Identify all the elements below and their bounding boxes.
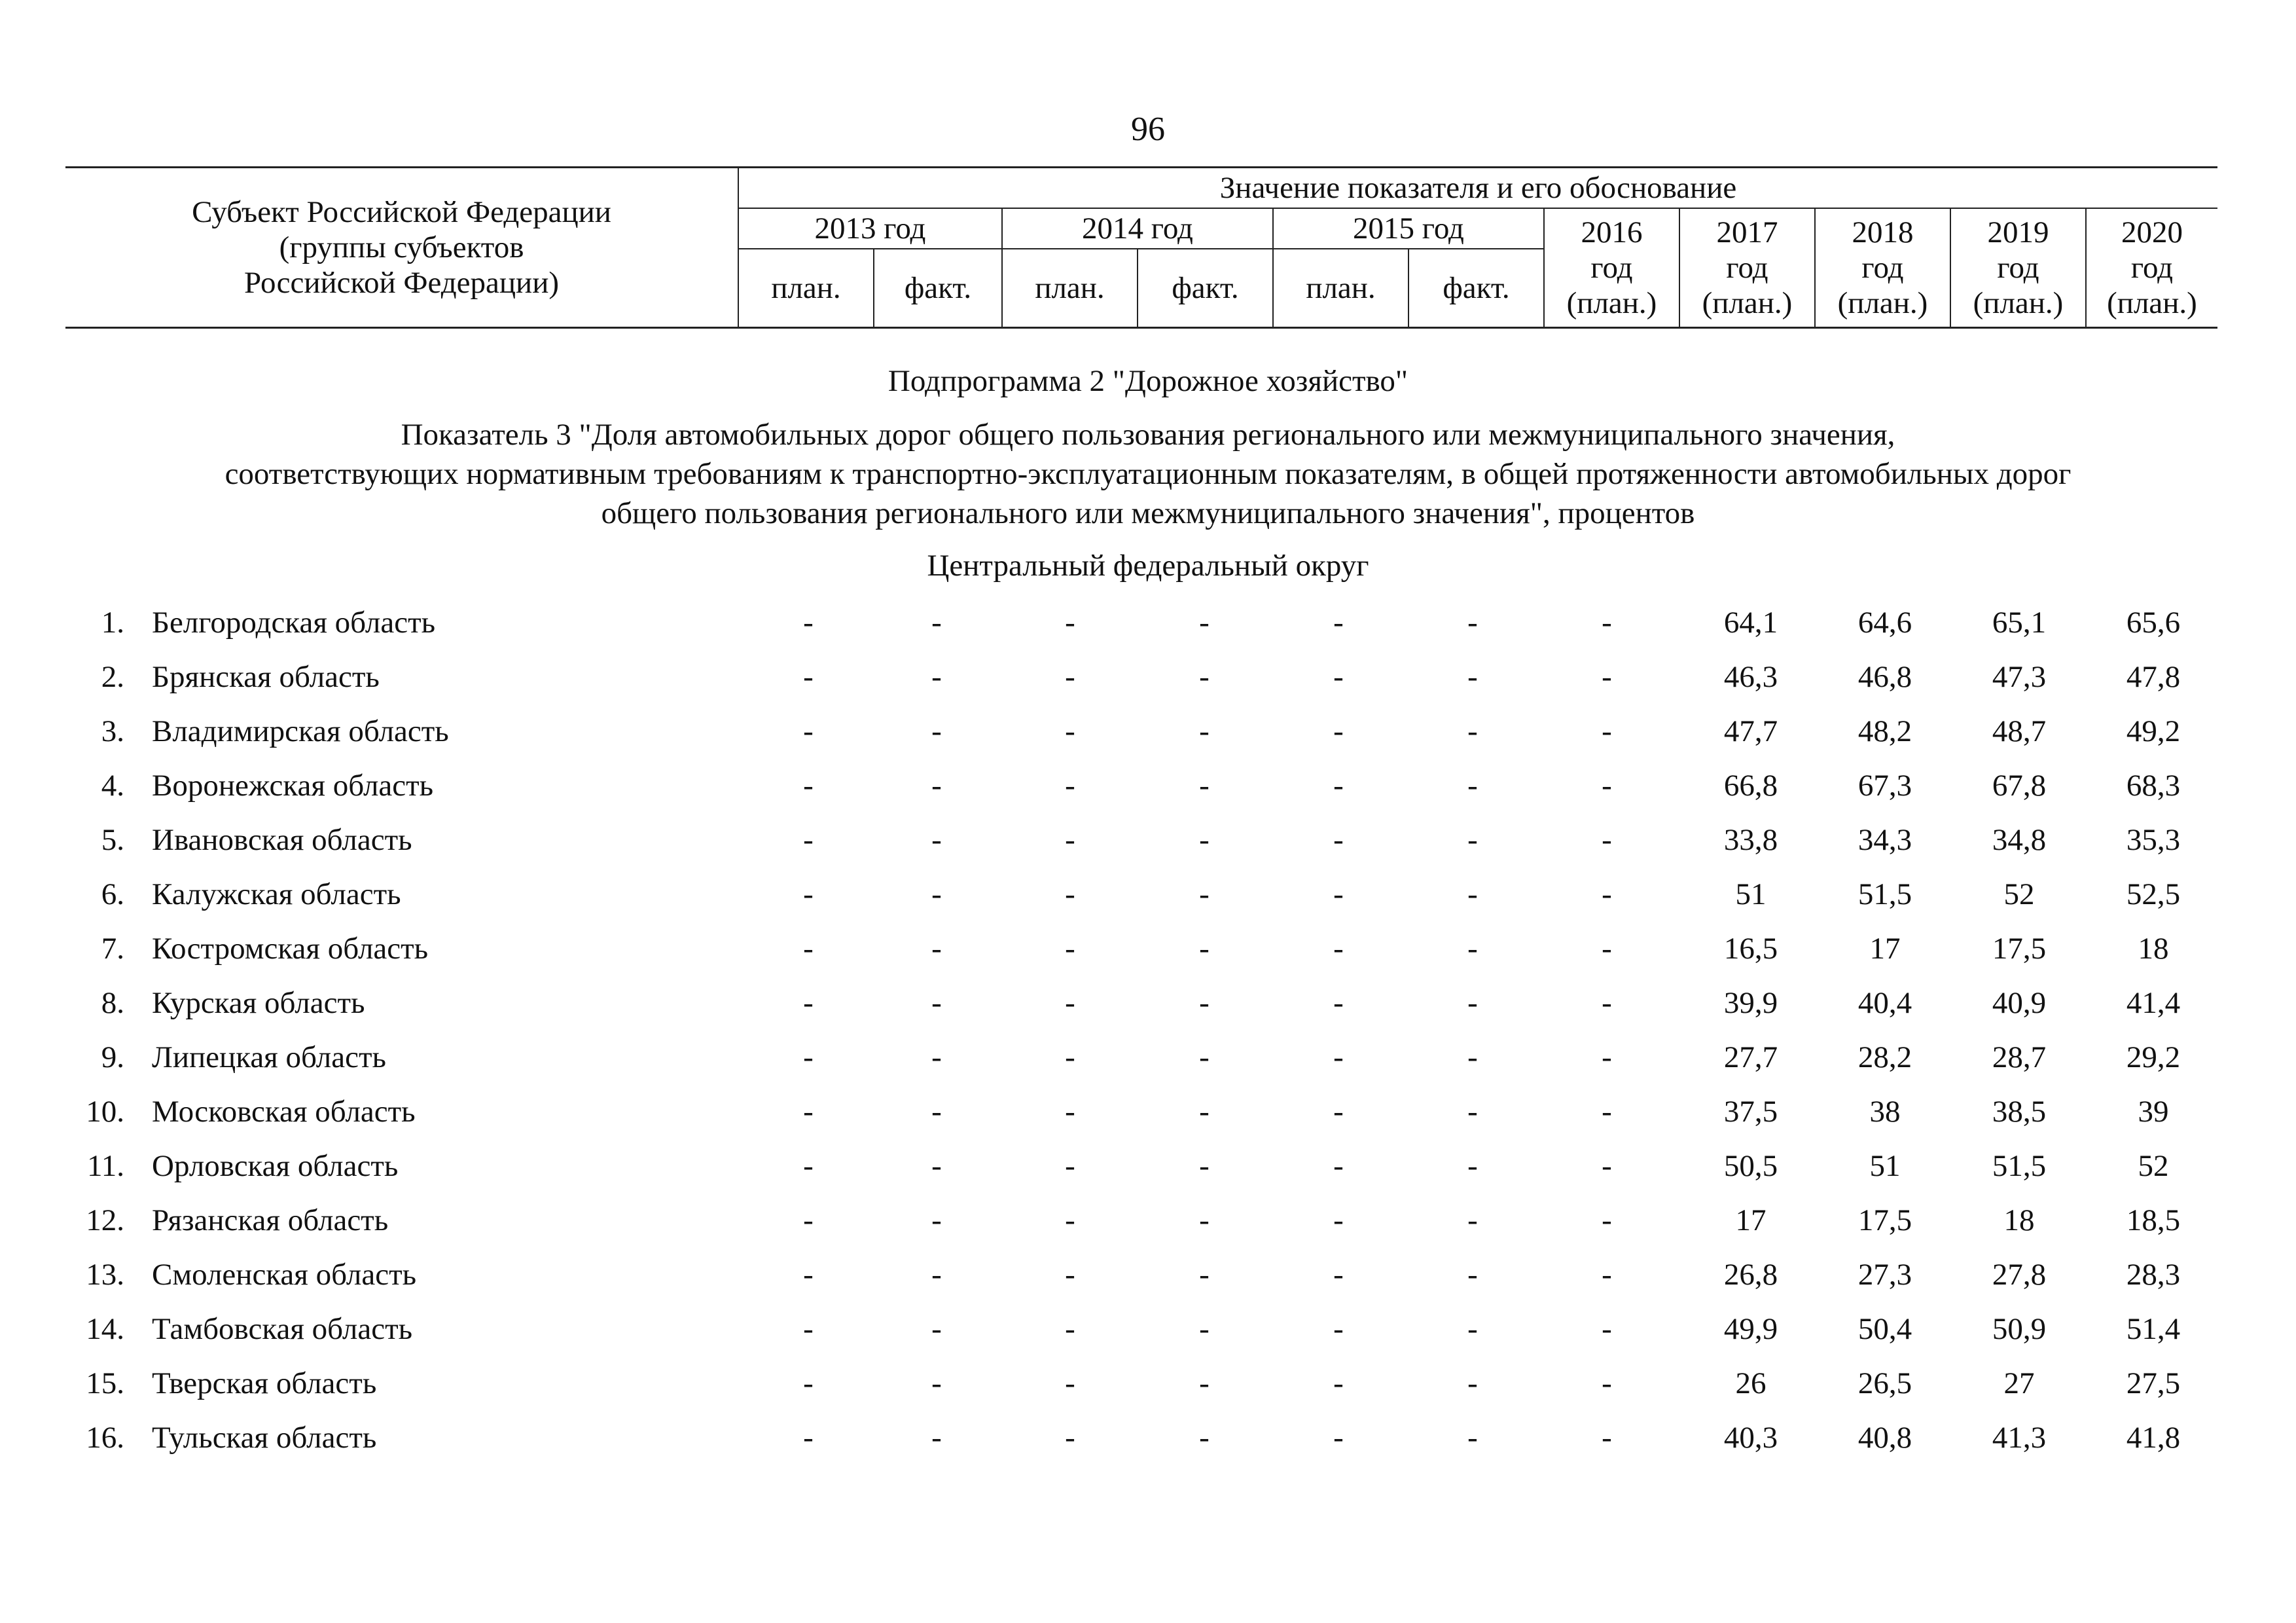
value-cell: - (1199, 1421, 1210, 1455)
row-number: 8. (101, 986, 124, 1020)
fact-2014-header: факт. (1138, 249, 1273, 328)
table-row (0, 867, 2296, 922)
value-cell: 27,7 (1723, 1040, 1778, 1074)
value-cell: 46,3 (1723, 660, 1778, 694)
value-cell: - (803, 1040, 814, 1074)
table-row (0, 1357, 2296, 1411)
value-cell: 65,1 (1992, 606, 2047, 640)
value-cell: - (1333, 1095, 1344, 1129)
region-name: Липецкая область (152, 1040, 386, 1074)
value-cell: - (1199, 606, 1210, 640)
year-2016-header: 2016 год (план.) (1544, 208, 1679, 328)
row-number: 6. (101, 877, 124, 911)
value-header: Значение показателя и его обоснование (738, 168, 2217, 209)
year-2019-header: 2019 год (план.) (1950, 208, 2086, 328)
value-cell: - (931, 1258, 942, 1292)
value-cell: - (1467, 932, 1478, 966)
table-row (0, 1411, 2296, 1465)
value-cell: 41,8 (2126, 1421, 2181, 1455)
value-cell: 67,3 (1857, 769, 1912, 803)
subject-column-header: Субъект Российской Федерации (группы субъектов Российской Федерации) (65, 168, 738, 328)
value-cell: - (1199, 1203, 1210, 1237)
table-row (0, 704, 2296, 759)
value-cell: - (1065, 1258, 1075, 1292)
indicator-line: Показатель 3 "Доля автомобильных дорог общего пользования регионального или межмуниципального значения, (401, 418, 1895, 452)
value-cell: 40,9 (1992, 986, 2047, 1020)
value-cell: - (803, 1258, 814, 1292)
value-cell: - (1199, 1040, 1210, 1074)
region-name: Смоленская область (152, 1258, 417, 1292)
value-cell: - (931, 1203, 942, 1237)
value-cell: - (1467, 1095, 1478, 1129)
value-cell: 40,8 (1857, 1421, 1912, 1455)
value-cell: 38 (1869, 1095, 1901, 1129)
plan-2013-header: план. (738, 249, 874, 328)
value-cell: 18 (2003, 1203, 2035, 1237)
value-cell: - (1199, 986, 1210, 1020)
value-cell: 51,4 (2126, 1312, 2181, 1346)
value-cell: - (1602, 769, 1612, 803)
value-cell: 41,3 (1992, 1421, 2047, 1455)
value-cell: 26 (1735, 1366, 1767, 1400)
value-cell: 37,5 (1723, 1095, 1778, 1129)
value-cell: - (1602, 1258, 1612, 1292)
value-cell: 28,2 (1857, 1040, 1912, 1074)
value-cell: 28,7 (1992, 1040, 2047, 1074)
value-cell: - (931, 769, 942, 803)
value-cell: 27,3 (1857, 1258, 1912, 1292)
value-cell: - (803, 823, 814, 857)
value-cell: - (1065, 1149, 1075, 1183)
value-cell: - (1333, 1421, 1344, 1455)
value-cell: - (1467, 823, 1478, 857)
value-cell: - (1199, 769, 1210, 803)
page-number: 96 (1131, 111, 1165, 148)
value-cell: 50,9 (1992, 1312, 2047, 1346)
plan-2014-header: план. (1002, 249, 1138, 328)
value-cell: - (1333, 714, 1344, 748)
value-cell: 34,8 (1992, 823, 2047, 857)
value-cell: 64,6 (1857, 606, 1912, 640)
region-name: Орловская область (152, 1149, 399, 1183)
value-cell: - (1065, 1040, 1075, 1074)
value-cell: - (1467, 660, 1478, 694)
value-cell: 38,5 (1992, 1095, 2047, 1129)
value-cell: 18 (2138, 932, 2169, 966)
value-cell: - (1467, 1312, 1478, 1346)
value-cell: - (1199, 714, 1210, 748)
row-number: 5. (101, 823, 124, 857)
value-cell: 35,3 (2126, 823, 2181, 857)
value-cell: 47,3 (1992, 660, 2047, 694)
value-cell: 27 (2003, 1366, 2035, 1400)
value-cell: - (1333, 660, 1344, 694)
value-cell: - (1467, 714, 1478, 748)
region-name: Владимирская область (152, 714, 449, 748)
value-cell: - (1467, 986, 1478, 1020)
value-cell: 18,5 (2126, 1203, 2181, 1237)
row-number: 7. (101, 932, 124, 966)
region-name: Тамбовская область (152, 1312, 413, 1346)
value-cell: - (1065, 1203, 1075, 1237)
value-cell: 29,2 (2126, 1040, 2181, 1074)
value-cell: - (1199, 823, 1210, 857)
table-row (0, 1302, 2296, 1357)
value-cell: - (803, 660, 814, 694)
value-cell: 40,4 (1857, 986, 1912, 1020)
row-number: 4. (101, 769, 124, 803)
value-cell: - (1602, 823, 1612, 857)
indicator-line: соответствующих нормативным требованиям к транспортно-эксплуатационным показателям, в общей протяженности автомобильных дорог (224, 457, 2072, 491)
row-number: 3. (101, 714, 124, 748)
value-cell: 41,4 (2126, 986, 2181, 1020)
value-cell: 48,7 (1992, 714, 2047, 748)
value-cell: - (931, 606, 942, 640)
value-cell: - (1467, 769, 1478, 803)
value-cell: 47,8 (2126, 660, 2181, 694)
value-cell: - (931, 1366, 942, 1400)
value-cell: 40,3 (1723, 1421, 1778, 1455)
value-cell: - (1065, 1366, 1075, 1400)
value-cell: - (1602, 1203, 1612, 1237)
value-cell: 39,9 (1723, 986, 1778, 1020)
plan-2015-header: план. (1273, 249, 1408, 328)
value-cell: - (1065, 606, 1075, 640)
row-number: 15. (86, 1366, 124, 1400)
value-cell: - (1065, 1095, 1075, 1129)
value-cell: 67,8 (1992, 769, 2047, 803)
value-cell: - (931, 1040, 942, 1074)
year-2017-header: 2017 год (план.) (1679, 208, 1815, 328)
value-cell: 17,5 (1857, 1203, 1912, 1237)
value-cell: 52,5 (2126, 877, 2181, 911)
value-cell: - (803, 1366, 814, 1400)
value-cell: - (803, 1203, 814, 1237)
value-cell: 47,7 (1723, 714, 1778, 748)
value-cell: - (1467, 1258, 1478, 1292)
table-row (0, 1085, 2296, 1139)
value-cell: - (1602, 1312, 1612, 1346)
value-cell: - (931, 1149, 942, 1183)
value-cell: - (803, 1421, 814, 1455)
table-row (0, 650, 2296, 704)
value-cell: - (803, 877, 814, 911)
value-cell: 17 (1735, 1203, 1767, 1237)
value-cell: - (1065, 932, 1075, 966)
value-cell: - (1333, 932, 1344, 966)
value-cell: - (1602, 986, 1612, 1020)
indicator-line: общего пользования регионального или межмуниципального значения", процентов (601, 496, 1695, 530)
fact-2015-header: факт. (1408, 249, 1544, 328)
value-cell: - (1199, 660, 1210, 694)
year-2020-header: 2020 год (план.) (2086, 208, 2217, 328)
value-cell: - (1602, 1040, 1612, 1074)
value-cell: - (931, 1312, 942, 1346)
year-2018-header: 2018 год (план.) (1815, 208, 1950, 328)
data-rows (0, 596, 2296, 1465)
value-cell: 48,2 (1857, 714, 1912, 748)
value-cell: - (1602, 932, 1612, 966)
value-cell: - (1602, 606, 1612, 640)
value-cell: - (1333, 1258, 1344, 1292)
value-cell: 68,3 (2126, 769, 2181, 803)
table-row (0, 759, 2296, 813)
value-cell: 28,3 (2126, 1258, 2181, 1292)
subprogram-title: Подпрограмма 2 "Дорожное хозяйство" (888, 364, 1408, 398)
value-cell: 52 (2003, 877, 2035, 911)
value-cell: - (931, 823, 942, 857)
region-name: Белгородская область (152, 606, 436, 640)
value-cell: 51 (1869, 1149, 1901, 1183)
value-cell: - (1602, 877, 1612, 911)
value-cell: - (803, 932, 814, 966)
row-number: 16. (86, 1421, 124, 1455)
value-cell: - (1199, 1149, 1210, 1183)
value-cell: - (931, 932, 942, 966)
table-row (0, 976, 2296, 1030)
value-cell: 51,5 (1992, 1149, 2047, 1183)
district-title: Центральный федеральный округ (927, 549, 1369, 583)
value-cell: - (1333, 1203, 1344, 1237)
row-number: 2. (101, 660, 124, 694)
region-name: Калужская область (152, 877, 401, 911)
value-cell: - (1333, 769, 1344, 803)
value-cell: - (1065, 823, 1075, 857)
table-row (0, 1194, 2296, 1248)
value-cell: - (1467, 1040, 1478, 1074)
value-cell: 51,5 (1857, 877, 1912, 911)
value-cell: - (1602, 1095, 1612, 1129)
value-cell: - (1467, 1203, 1478, 1237)
value-cell: - (1333, 823, 1344, 857)
row-number: 9. (101, 1040, 124, 1074)
row-number: 1. (101, 606, 124, 640)
value-cell: - (1333, 986, 1344, 1020)
value-cell: - (1467, 1421, 1478, 1455)
value-cell: 46,8 (1857, 660, 1912, 694)
value-cell: - (803, 714, 814, 748)
value-cell: - (1602, 660, 1612, 694)
row-number: 12. (86, 1203, 124, 1237)
value-cell: - (803, 1312, 814, 1346)
value-cell: - (1602, 1421, 1612, 1455)
value-cell: - (1065, 877, 1075, 911)
region-name: Воронежская область (152, 769, 434, 803)
value-cell: - (803, 606, 814, 640)
value-cell: - (803, 1095, 814, 1129)
value-cell: - (1199, 1312, 1210, 1346)
value-cell: - (931, 1095, 942, 1129)
value-cell: - (931, 714, 942, 748)
value-cell: - (1333, 1149, 1344, 1183)
value-cell: 39 (2138, 1095, 2169, 1129)
value-cell: - (1065, 714, 1075, 748)
value-cell: - (1467, 606, 1478, 640)
year-2014-header: 2014 год (1002, 208, 1273, 249)
value-cell: - (1467, 1149, 1478, 1183)
year-2015-header: 2015 год (1273, 208, 1544, 249)
value-cell: - (1065, 1312, 1075, 1346)
table-row (0, 813, 2296, 867)
fact-2013-header: факт. (874, 249, 1002, 328)
value-cell: - (1065, 986, 1075, 1020)
value-cell: 65,6 (2126, 606, 2181, 640)
value-cell: - (1199, 1095, 1210, 1129)
value-cell: - (803, 986, 814, 1020)
value-cell: - (1065, 660, 1075, 694)
value-cell: 33,8 (1723, 823, 1778, 857)
value-cell: 49,2 (2126, 714, 2181, 748)
value-cell: 34,3 (1857, 823, 1912, 857)
region-name: Тульская область (152, 1421, 377, 1455)
value-cell: - (931, 660, 942, 694)
value-cell: 27,8 (1992, 1258, 2047, 1292)
value-cell: - (1602, 714, 1612, 748)
region-name: Костромская область (152, 932, 429, 966)
table-header (65, 166, 2217, 329)
row-number: 14. (86, 1312, 124, 1346)
value-cell: - (931, 877, 942, 911)
value-cell: - (1199, 1366, 1210, 1400)
region-name: Тверская область (152, 1366, 377, 1400)
table-row (0, 1139, 2296, 1194)
region-name: Брянская область (152, 660, 380, 694)
value-cell: - (1199, 1258, 1210, 1292)
value-cell: 26,8 (1723, 1258, 1778, 1292)
value-cell: 26,5 (1857, 1366, 1912, 1400)
value-cell: 66,8 (1723, 769, 1778, 803)
value-cell: - (1333, 1366, 1344, 1400)
value-cell: 16,5 (1723, 932, 1778, 966)
value-cell: - (1065, 1421, 1075, 1455)
row-number: 13. (86, 1258, 124, 1292)
table-row (0, 1030, 2296, 1085)
table-row (0, 596, 2296, 650)
region-name: Рязанская область (152, 1203, 389, 1237)
row-number: 10. (86, 1095, 124, 1129)
value-cell: - (1602, 1149, 1612, 1183)
table-row (0, 1248, 2296, 1302)
value-cell: - (1199, 877, 1210, 911)
value-cell: - (1333, 1312, 1344, 1346)
value-cell: - (1199, 932, 1210, 966)
value-cell: - (931, 986, 942, 1020)
row-number: 11. (86, 1149, 124, 1183)
value-cell: - (803, 1149, 814, 1183)
table-row (0, 922, 2296, 976)
value-cell: - (1467, 1366, 1478, 1400)
value-cell: - (1467, 877, 1478, 911)
value-cell: 17 (1869, 932, 1901, 966)
value-cell: - (1602, 1366, 1612, 1400)
value-cell: - (1333, 1040, 1344, 1074)
indicator-title (0, 415, 2296, 533)
region-name: Ивановская область (152, 823, 412, 857)
value-cell: 51 (1735, 877, 1767, 911)
value-cell: 50,5 (1723, 1149, 1778, 1183)
value-cell: - (803, 769, 814, 803)
value-cell: 49,9 (1723, 1312, 1778, 1346)
year-2013-header: 2013 год (738, 208, 1002, 249)
value-cell: - (1065, 769, 1075, 803)
value-cell: - (1333, 606, 1344, 640)
value-cell: 52 (2138, 1149, 2169, 1183)
region-name: Московская область (152, 1095, 416, 1129)
value-cell: 17,5 (1992, 932, 2047, 966)
region-name: Курская область (152, 986, 365, 1020)
value-cell: 64,1 (1723, 606, 1778, 640)
value-cell: - (1333, 877, 1344, 911)
value-cell: 50,4 (1857, 1312, 1912, 1346)
value-cell: - (931, 1421, 942, 1455)
value-cell: 27,5 (2126, 1366, 2181, 1400)
